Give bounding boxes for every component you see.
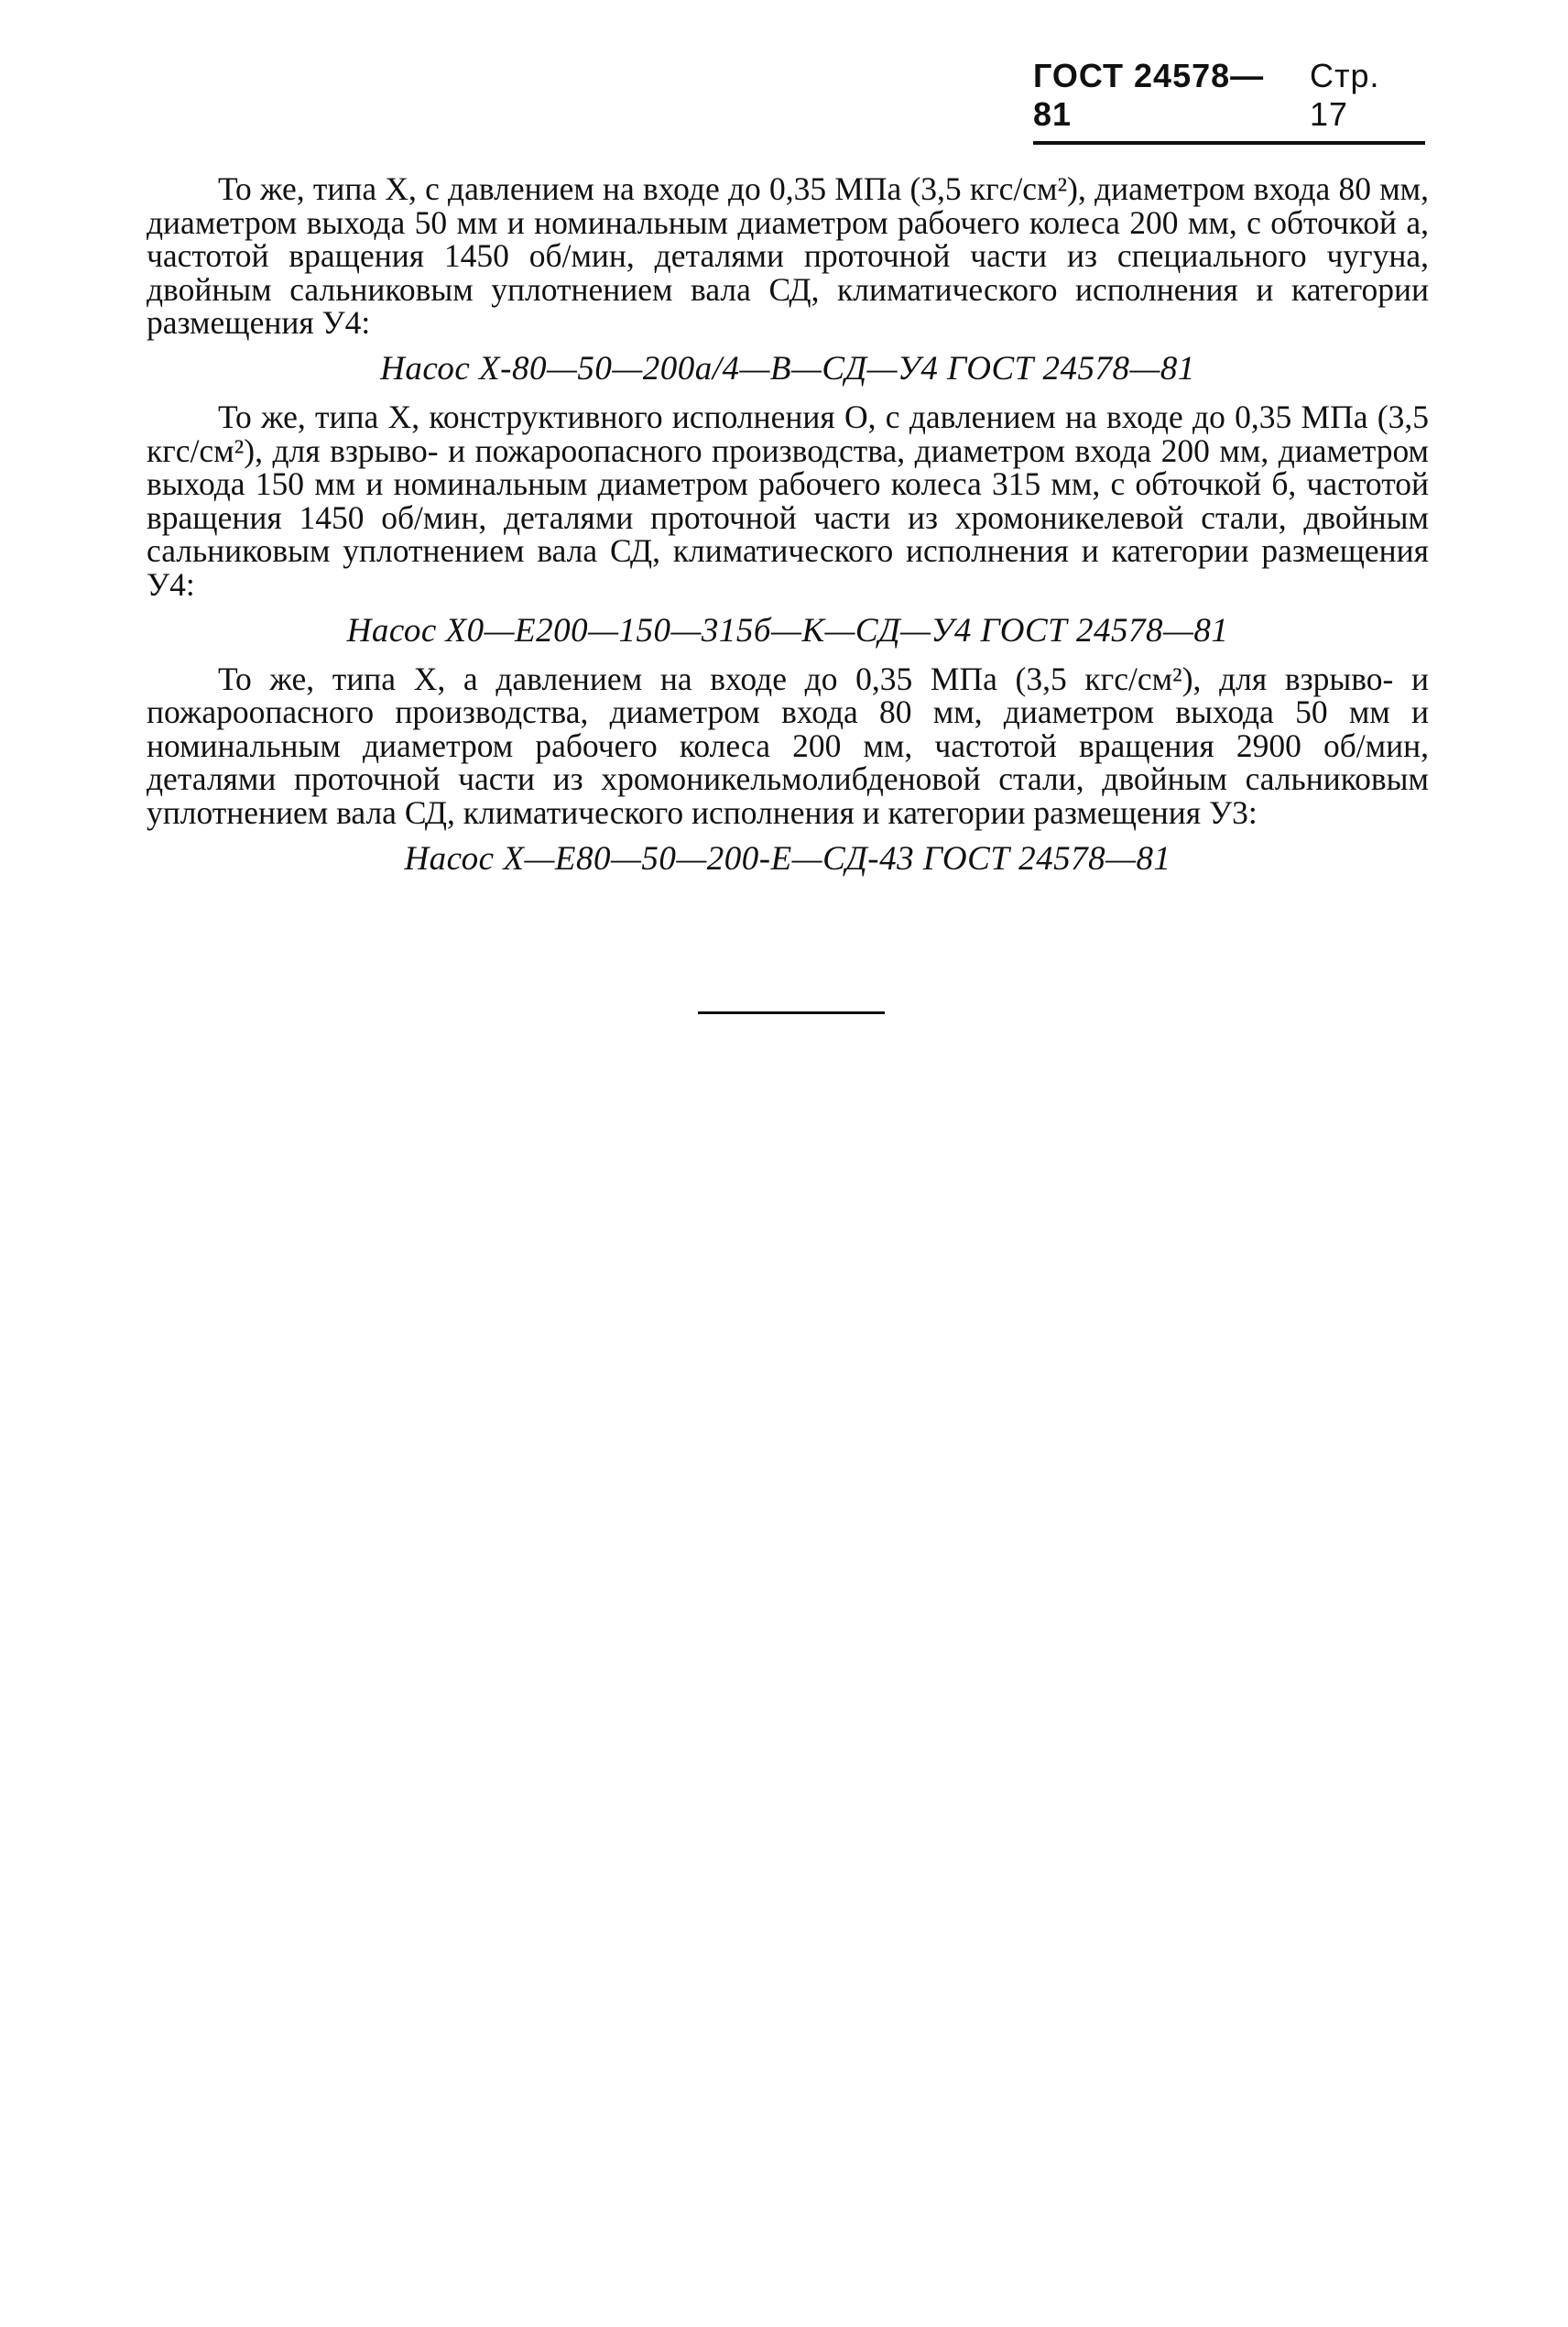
end-divider xyxy=(698,1011,885,1014)
designation-example-2: Насос Х0—Е200—150—315б—К—СД—У4 ГОСТ 24578—81 xyxy=(346,611,1229,650)
paragraph-2: То же, типа X, конструктивного исполнения О, с давлением на входе до 0,35 МПа (3,5 кгс/см²), для взрыво- и пожароопасного производства, диаметром входа 200 мм, диаметром выхода 150 мм и номинальным диаметром рабочего колеса 315 мм, с обточкой б, частотой вращения 1450 об/мин, деталями проточной части из хромоникелевой стали, двойным сальниковым уплотнением вала СД, климатического исполнения и категории размещения У4: xyxy=(147,398,1429,603)
standard-number: ГОСТ 24578—81 xyxy=(1033,57,1265,133)
page-number: Стр. 17 xyxy=(1310,57,1380,133)
designation-example-1: Насос Х-80—50—200а/4—В—СД—У4 ГОСТ 24578—81 xyxy=(380,349,1195,388)
page-header xyxy=(1033,57,1425,145)
designation-example-3: Насос Х—Е80—50—200-Е—СД-43 ГОСТ 24578—81 xyxy=(404,839,1171,878)
paragraph-3: То же, типа X, а давлением на входе до 0,35 МПа (3,5 кгс/см²), для взрыво- и пожароопасного производства, диаметром входа 80 мм, диаметром выхода 50 мм и номинальным диаметром рабочего колеса 200 мм, частотой вращения 2900 об/мин, деталями проточной части из хромоникельмолибденовой стали, двойным сальниковым уплотнением вала СД, климатического исполнения и категории размещения У3: xyxy=(147,660,1429,831)
document-body xyxy=(147,172,1429,890)
paragraph-1: То же, типа X, с давлением на входе до 0,35 МПа (3,5 кгс/см²), диаметром входа 80 мм, диаметром выхода 50 мм и номинальным диаметром рабочего колеса 200 мм, с обточкой а, частотой вращения 1450 об/мин, деталями проточной части из специального чугуна, двойным сальниковым уплотнением вала СД, климатического исполнения и категории размещения У4: xyxy=(147,170,1429,342)
